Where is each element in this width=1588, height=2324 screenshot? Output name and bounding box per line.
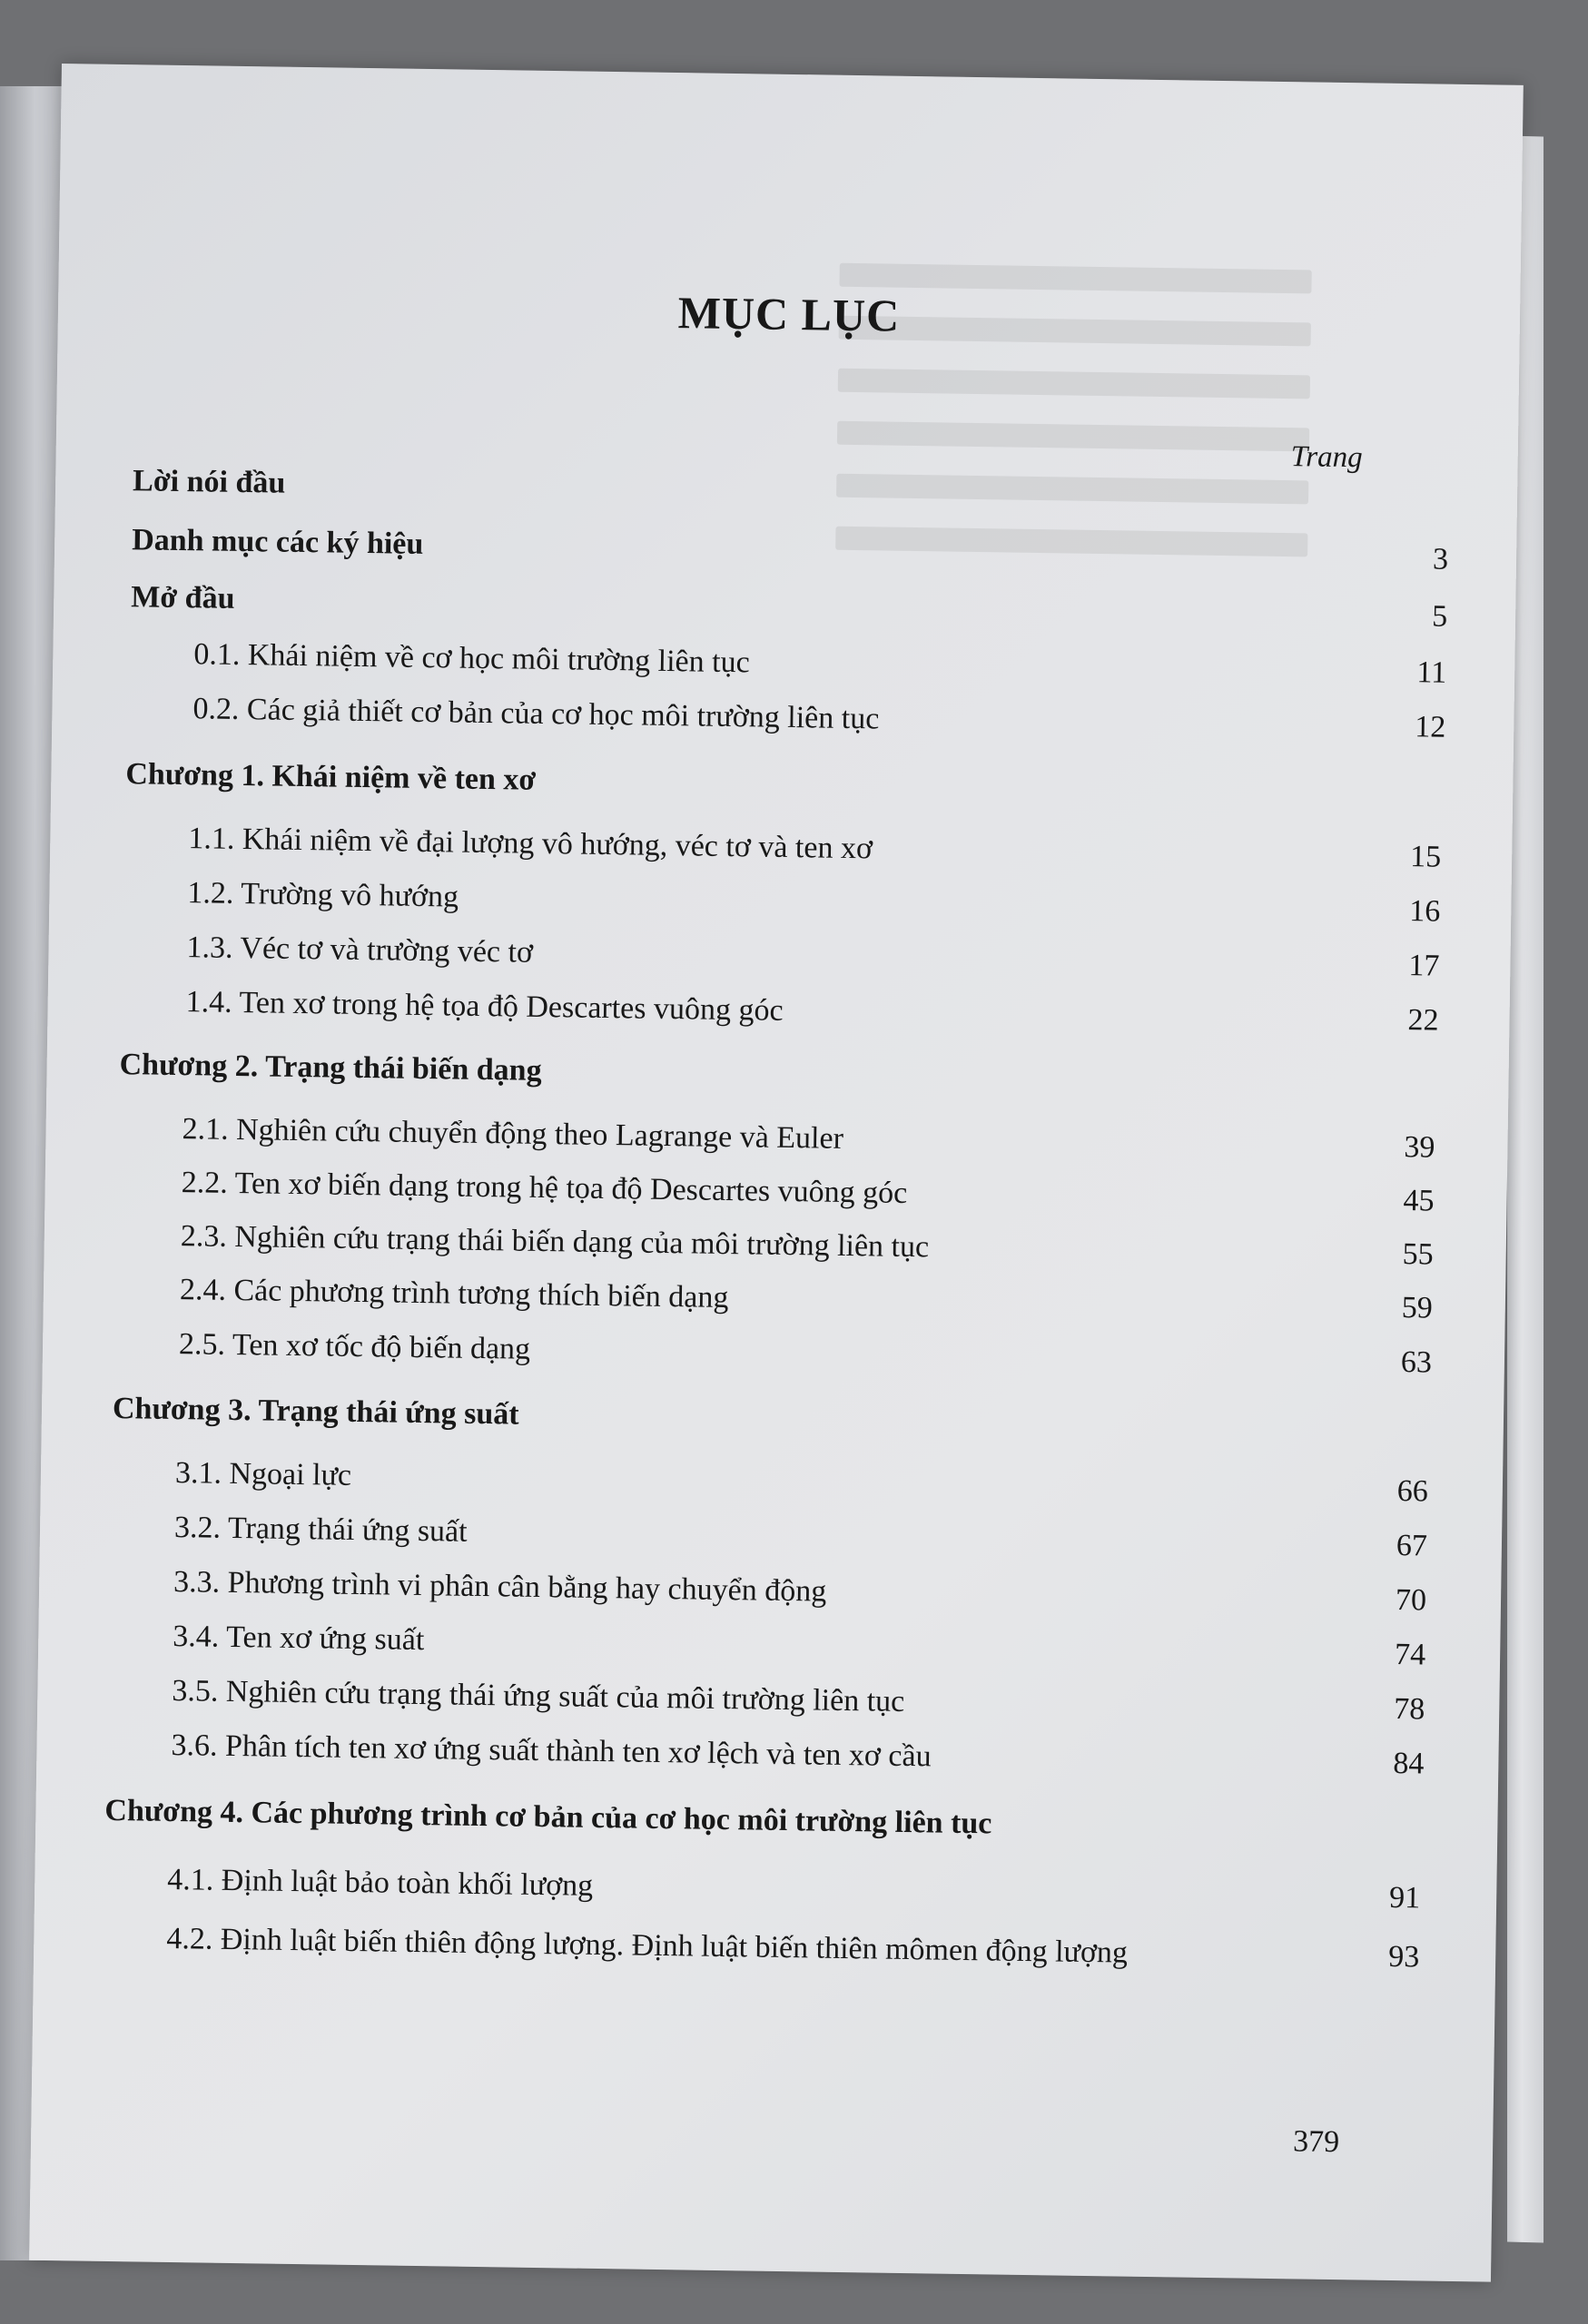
toc-entry-page: 84 bbox=[1393, 1746, 1425, 1781]
toc-entry-title: 2.4. Các phương trình tương thích biến dạng bbox=[179, 1273, 729, 1315]
page-column-header: Trang bbox=[1290, 440, 1363, 475]
toc-entry-title: 1.1. Khái niệm về đại lượng vô hướng, véc tơ và ten xơ bbox=[188, 822, 873, 866]
toc-entry-page: 59 bbox=[1401, 1291, 1434, 1325]
toc-entry bbox=[125, 757, 1442, 812]
toc-entry bbox=[110, 1564, 1426, 1619]
toc-entry-title: 3.1. Ngoại lực bbox=[174, 1456, 352, 1492]
toc-entry bbox=[129, 691, 1445, 745]
toc-entry-title: 3.6. Phân tích ten xơ ứng suất thành ten xơ lệch và ten xơ cầu bbox=[171, 1728, 932, 1774]
toc-entry-title: 4.2. Định luật biến thiên động lượng. Định luật biến thiên mômen động lượng bbox=[166, 1921, 1129, 1970]
toc-entry-page: 3 bbox=[1432, 542, 1449, 576]
toc-entry-title: 3.2. Trạng thái ứng suất bbox=[173, 1511, 468, 1549]
toc-entry-page: 22 bbox=[1407, 1003, 1439, 1038]
toc-entry-title: Mở đầu bbox=[131, 580, 235, 615]
toc-entry-page: 66 bbox=[1396, 1473, 1429, 1509]
toc-entry-page: 15 bbox=[1409, 840, 1442, 874]
toc-entry-title: 0.1. Khái niệm về cơ học môi trường liên tục bbox=[193, 637, 750, 680]
toc-entry-title: 0.2. Các giả thiết cơ bản của cơ học môi trường liên tục bbox=[192, 692, 880, 736]
bleed-through-text bbox=[835, 234, 1313, 586]
toc-entry bbox=[115, 1326, 1432, 1381]
toc-entry-page: 67 bbox=[1396, 1528, 1428, 1563]
toc-entry-title: 2.3. Nghiên cứu trạng thái biến dạng của môi trường liên tục bbox=[180, 1219, 930, 1265]
toc-entry-page: 55 bbox=[1402, 1237, 1434, 1272]
toc-entry bbox=[123, 930, 1439, 984]
toc-entry-page: 11 bbox=[1416, 655, 1447, 690]
toc-entry-title: Chương 3. Trạng thái ứng suất bbox=[112, 1391, 519, 1432]
toc-entry-page: 16 bbox=[1409, 894, 1441, 929]
toc-entry-title: 2.2. Ten xơ biến dạng trong hệ tọa độ Descartes vuông góc bbox=[181, 1166, 908, 1210]
toc-entry-title: 3.5. Nghiên cứu trạng thái ứng suất của môi trường liên tục bbox=[172, 1674, 905, 1718]
toc-entry bbox=[113, 1392, 1429, 1446]
toc-entry-page: 78 bbox=[1393, 1691, 1425, 1727]
toc-entry bbox=[117, 1165, 1434, 1219]
toc-entry-title: 3.3. Phương trình vi phân cân bằng hay chuyển động bbox=[173, 1565, 827, 1609]
toc-entry-page: 91 bbox=[1388, 1880, 1421, 1915]
toc-entry-page: 93 bbox=[1387, 1939, 1420, 1974]
toc-entry bbox=[123, 875, 1440, 930]
toc-entry-title: Chương 1. Khái niệm về ten xơ bbox=[125, 757, 537, 797]
book-page bbox=[29, 64, 1524, 2282]
toc-entry-title: 1.4. Ten xơ trong hệ tọa độ Descartes vuông góc bbox=[185, 985, 784, 1028]
toc-entry-title: Lời nói đầu bbox=[132, 464, 286, 500]
toc-entry-page: 12 bbox=[1415, 710, 1446, 744]
toc-entry bbox=[108, 1673, 1425, 1728]
toc-entry bbox=[130, 636, 1446, 691]
toc-entry-page: 70 bbox=[1395, 1582, 1427, 1618]
toc-entry bbox=[118, 1111, 1435, 1166]
toc-entry bbox=[119, 1048, 1435, 1102]
toc-entry bbox=[104, 1862, 1420, 1916]
toc-entry-page: 63 bbox=[1400, 1345, 1433, 1380]
toc-entry-page: 39 bbox=[1404, 1130, 1435, 1165]
toc-entry-title: 3.4. Ten xơ ứng suất bbox=[173, 1620, 425, 1658]
toc-entry bbox=[103, 1921, 1419, 1975]
toc-entry bbox=[116, 1272, 1433, 1326]
toc-entry bbox=[109, 1619, 1425, 1673]
toc-entry-title: Chương 4. Các phương trình cơ bản của cơ học môi trường liên tục bbox=[104, 1793, 992, 1841]
toc-entry-page: 17 bbox=[1408, 949, 1440, 983]
toc-entry bbox=[117, 1218, 1434, 1273]
toc-entry bbox=[124, 821, 1441, 875]
toc-entry-title: Chương 2. Trạng thái biến dạng bbox=[119, 1048, 542, 1088]
toc-entry bbox=[112, 1455, 1428, 1510]
toc-entry bbox=[104, 1794, 1421, 1848]
toc-entry-page: 74 bbox=[1394, 1637, 1426, 1672]
toc-entry bbox=[131, 580, 1447, 635]
toc-entry-page: 45 bbox=[1403, 1184, 1435, 1218]
page-number: 379 bbox=[1292, 2124, 1340, 2160]
toc-entry-title: 4.1. Định luật bảo toàn khối lượng bbox=[167, 1862, 594, 1903]
toc-entry bbox=[107, 1728, 1424, 1782]
toc-entry-title: 1.2. Trường vô hướng bbox=[187, 876, 459, 914]
toc-entry-title: 1.3. Véc tơ và trường véc tơ bbox=[186, 931, 534, 970]
toc-entry-page: 5 bbox=[1431, 599, 1448, 634]
toc-entry-title: 2.5. Ten xơ tốc độ biến dạng bbox=[178, 1327, 531, 1366]
page-title: MỤC LỤC bbox=[677, 287, 901, 341]
toc-entry bbox=[111, 1510, 1427, 1564]
toc-entry bbox=[122, 984, 1438, 1039]
toc-entry-title: 2.1. Nghiên cứu chuyển động theo Lagrange và Euler bbox=[182, 1112, 844, 1156]
toc-entry-title: Danh mục các ký hiệu bbox=[131, 523, 424, 561]
